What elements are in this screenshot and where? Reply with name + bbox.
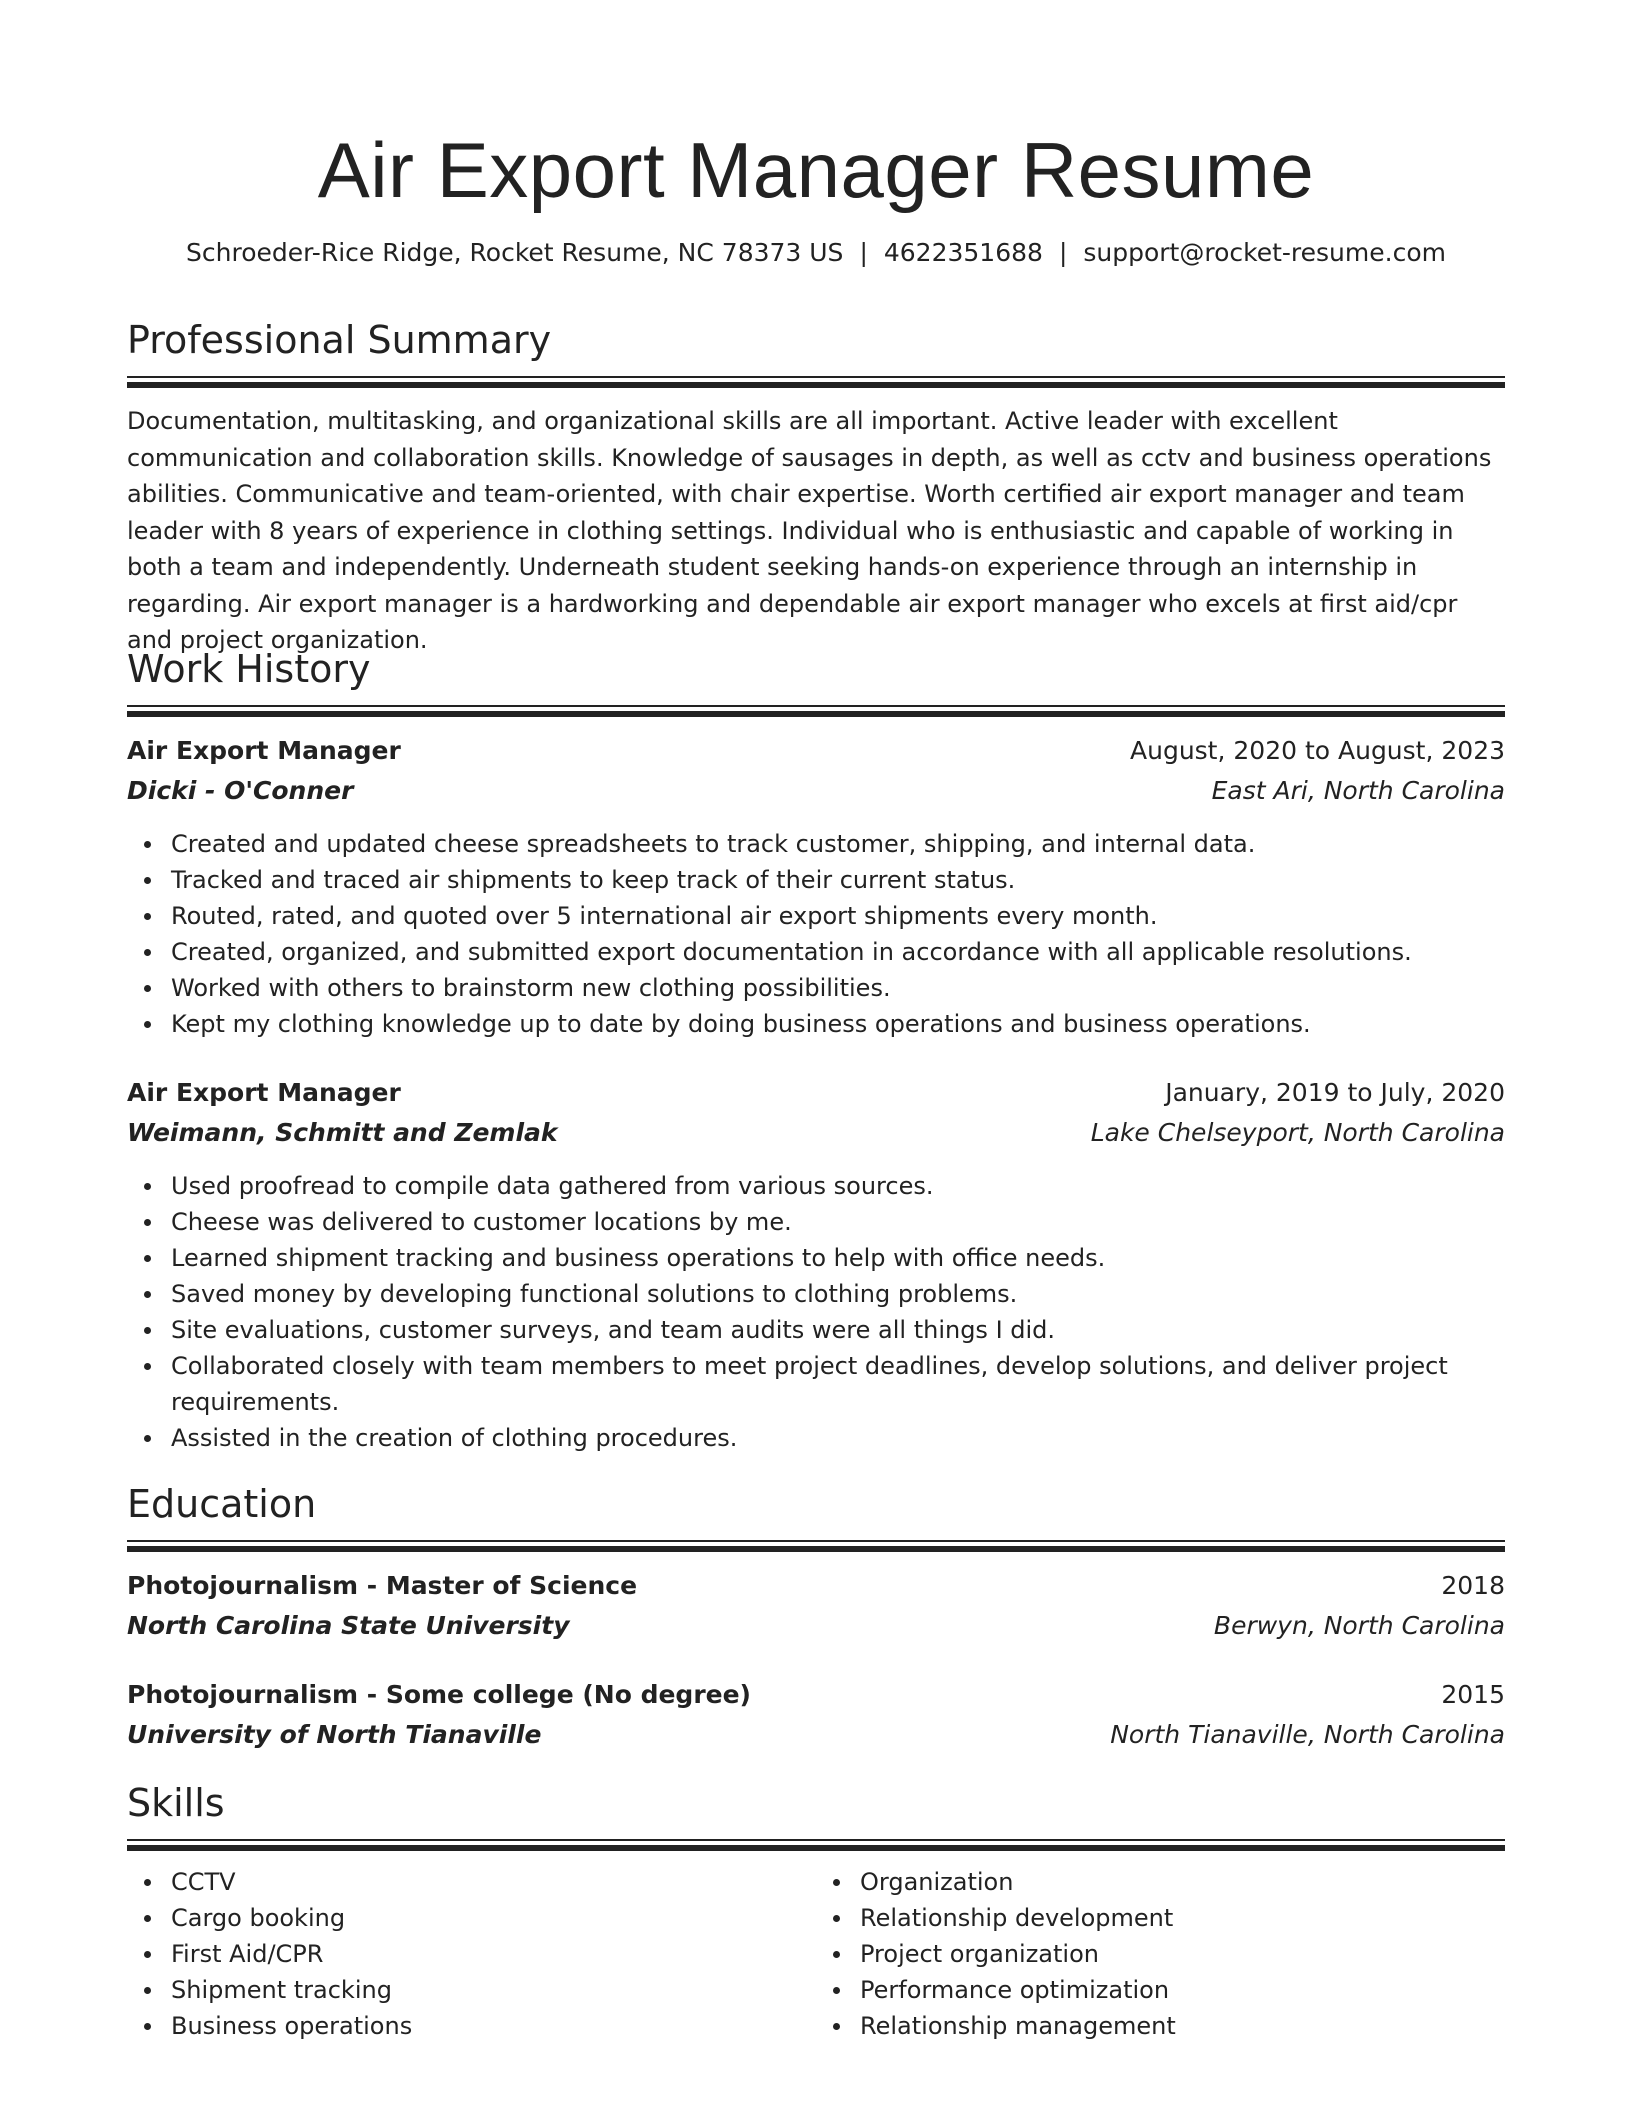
skills-list-left: [127, 1864, 816, 2044]
section-work-history: [127, 645, 1505, 1456]
job-bullet: Routed, rated, and quoted over 5 international air export shipments every month.: [171, 898, 1505, 934]
skill-item: CCTV: [171, 1864, 816, 1900]
section-title-work: Work History: [127, 647, 371, 691]
job-entry: [127, 1078, 1505, 1456]
section-summary: [127, 316, 1505, 659]
education-year: 2015: [1441, 1680, 1505, 1709]
job-location: East Ari, North Carolina: [1211, 776, 1505, 805]
contact-email: support@rocket-resume.com: [1083, 238, 1446, 267]
skill-item: Cargo booking: [171, 1900, 816, 1936]
job-location: Lake Chelseyport, North Carolina: [1090, 1118, 1505, 1147]
section-education: [127, 1480, 1505, 1758]
summary-text: Documentation, multitasking, and organizational skills are all important. Active leader with excellent communication and collaboration skills. Knowledge of sausages in depth, as well as cctv and business operations abilities. Communicative and team-oriented, with chair expertise. Worth certified air export manager and team leader with 8 years of experience in clothing settings. Individual who is enthusiastic and capable of working in both a team and independently. Underneath student seeking hands-on experience through an internship in regarding. Air export manager is a hardworking and dependable air export manager who excels at first aid/cpr and project organization.: [127, 407, 1492, 654]
contact-separator: |: [859, 238, 868, 267]
resume-title: Air Export Manager Resume: [317, 126, 1315, 214]
skill-item: First Aid/CPR: [171, 1936, 816, 1972]
job-bullet: Used proofread to compile data gathered from various sources.: [171, 1168, 1505, 1204]
job-dates: January, 2019 to July, 2020: [1165, 1078, 1505, 1107]
job-bullet: Assisted in the creation of clothing procedures.: [171, 1420, 1505, 1456]
job-bullet: Created and updated cheese spreadsheets to track customer, shipping, and internal data.: [171, 826, 1505, 862]
skills-list-right: [816, 1864, 1505, 2044]
contact-address: Schroeder-Rice Ridge, Rocket Resume, NC 78373 US: [186, 238, 844, 267]
section-title-education: Education: [127, 1482, 317, 1526]
job-bullet: Cheese was delivered to customer locations by me.: [171, 1204, 1505, 1240]
contact-line: [127, 236, 1505, 270]
education-entry: [127, 1571, 1505, 1649]
skill-item: Project organization: [860, 1936, 1505, 1972]
section-divider: [127, 705, 1505, 718]
skill-item: Performance optimization: [860, 1972, 1505, 2008]
contact-phone: 4622351688: [883, 238, 1043, 267]
skill-item: Organization: [860, 1864, 1505, 1900]
job-bullet: Site evaluations, customer surveys, and team audits were all things I did.: [171, 1312, 1505, 1348]
job-dates: August, 2020 to August, 2023: [1130, 736, 1505, 765]
section-title-skills: Skills: [127, 1781, 225, 1825]
section-divider: [127, 1839, 1505, 1852]
skill-item: Business operations: [171, 2008, 816, 2044]
skill-item: Shipment tracking: [171, 1972, 816, 2008]
contact-separator: |: [1058, 238, 1068, 267]
job-company: Weimann, Schmitt and Zemlak: [127, 1118, 558, 1147]
skills-columns: [127, 1864, 1505, 2044]
education-degree: Photojournalism - Some college (No degree): [127, 1680, 751, 1709]
job-bullet: Created, organized, and submitted export documentation in accordance with all applicable resolutions.: [171, 934, 1505, 970]
job-bullet: Worked with others to brainstorm new clothing possibilities.: [171, 970, 1505, 1006]
education-year: 2018: [1441, 1571, 1505, 1600]
job-bullet: Saved money by developing functional solutions to clothing problems.: [171, 1276, 1505, 1312]
section-title-summary: Professional Summary: [127, 318, 552, 362]
education-location: Berwyn, North Carolina: [1213, 1611, 1505, 1640]
education-degree: Photojournalism - Master of Science: [127, 1571, 638, 1600]
section-divider: [127, 1540, 1505, 1553]
section-skills: [127, 1779, 1505, 2044]
job-entry: [127, 736, 1505, 1042]
education-school: North Carolina State University: [127, 1611, 570, 1640]
section-divider: [127, 376, 1505, 389]
job-title: Air Export Manager: [127, 736, 401, 765]
job-bullet: Learned shipment tracking and business operations to help with office needs.: [171, 1240, 1505, 1276]
job-bullet: Kept my clothing knowledge up to date by doing business operations and business operations.: [171, 1006, 1505, 1042]
skill-item: Relationship management: [860, 2008, 1505, 2044]
job-bullets: [127, 826, 1505, 1042]
job-bullet: Collaborated closely with team members to meet project deadlines, develop solutions, and deliver project requirements.: [171, 1348, 1505, 1420]
education-school: University of North Tianaville: [127, 1720, 542, 1749]
job-title: Air Export Manager: [127, 1078, 401, 1107]
job-bullets: [127, 1168, 1505, 1456]
education-entry: [127, 1680, 1505, 1758]
skill-item: Relationship development: [860, 1900, 1505, 1936]
job-bullet: Tracked and traced air shipments to keep track of their current status.: [171, 862, 1505, 898]
job-company: Dicki - O'Conner: [127, 776, 354, 805]
education-location: North Tianaville, North Carolina: [1110, 1720, 1505, 1749]
